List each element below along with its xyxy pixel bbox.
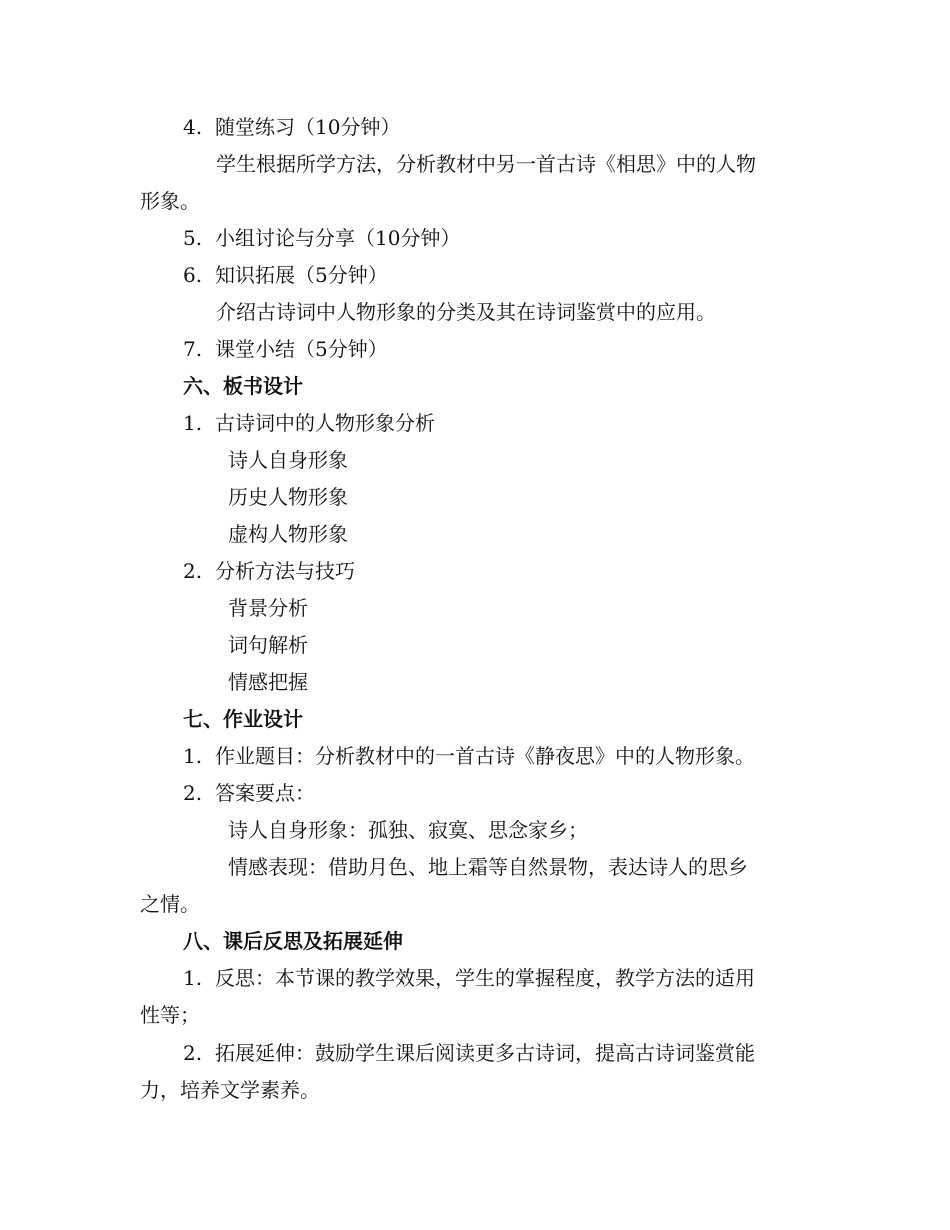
paragraph-line: 学生根据所学方法，分析教材中另一首古诗《相思》中的人物 (216, 152, 756, 176)
item-number: 2. (183, 1041, 203, 1065)
section-heading: 六、板书设计 (183, 374, 303, 398)
answer-line: 之情。 (140, 892, 200, 916)
sub-item: 背景分析 (228, 596, 308, 620)
paragraph-line: 形象。 (140, 189, 200, 213)
item-text: 分析方法与技巧 (215, 559, 355, 583)
list-item (183, 558, 853, 584)
item-number: 7. (183, 337, 203, 361)
answer-line: 诗人自身形象：孤独、寂寞、思念家乡； (228, 818, 588, 842)
item-text: 作业题目：分析教材中的一首古诗《静夜思》中的人物形象。 (215, 744, 755, 768)
list-item-summary (183, 336, 853, 362)
sub-item: 词句解析 (228, 633, 308, 657)
list-item (183, 743, 853, 769)
list-item-practice (183, 114, 853, 140)
item-number: 6. (183, 263, 203, 287)
answer-line: 情感表现：借助月色、地上霜等自然景物，表达诗人的思乡 (228, 855, 748, 879)
section-heading: 八、课后反思及拓展延伸 (183, 929, 403, 953)
item-text: 反思：本节课的教学效果，学生的掌握程度，教学方法的适用 (215, 966, 755, 990)
item-text: 答案要点： (215, 781, 315, 805)
item-number: 2. (183, 781, 203, 805)
list-item (183, 780, 853, 806)
sub-item: 虚构人物形象 (228, 522, 348, 546)
item-text: 小组讨论与分享（10分钟） (215, 226, 461, 250)
item-number: 1. (183, 966, 203, 990)
item-text: 知识拓展（5分钟） (215, 263, 388, 287)
list-item (183, 410, 853, 436)
list-item-knowledge-extension (183, 262, 853, 288)
paragraph-line: 力，培养文学素养。 (140, 1078, 320, 1102)
paragraph-line: 性等； (140, 1003, 200, 1027)
section-heading: 七、作业设计 (183, 707, 303, 731)
paragraph-line: 介绍古诗词中人物形象的分类及其在诗词鉴赏中的应用。 (216, 300, 716, 324)
item-text: 随堂练习（10分钟） (215, 115, 401, 139)
item-number: 1. (183, 744, 203, 768)
sub-item: 情感把握 (228, 670, 308, 694)
item-number: 2. (183, 559, 203, 583)
item-number: 1. (183, 411, 203, 435)
item-text: 拓展延伸：鼓励学生课后阅读更多古诗词，提高古诗词鉴赏能 (215, 1041, 755, 1065)
sub-item: 历史人物形象 (228, 485, 348, 509)
list-item (183, 1040, 853, 1066)
sub-item: 诗人自身形象 (228, 448, 348, 472)
list-item-group-discussion (183, 225, 853, 251)
list-item (183, 965, 853, 991)
item-text: 课堂小结（5分钟） (215, 337, 388, 361)
item-number: 4. (183, 115, 203, 139)
item-number: 5. (183, 226, 203, 250)
item-text: 古诗词中的人物形象分析 (215, 411, 435, 435)
